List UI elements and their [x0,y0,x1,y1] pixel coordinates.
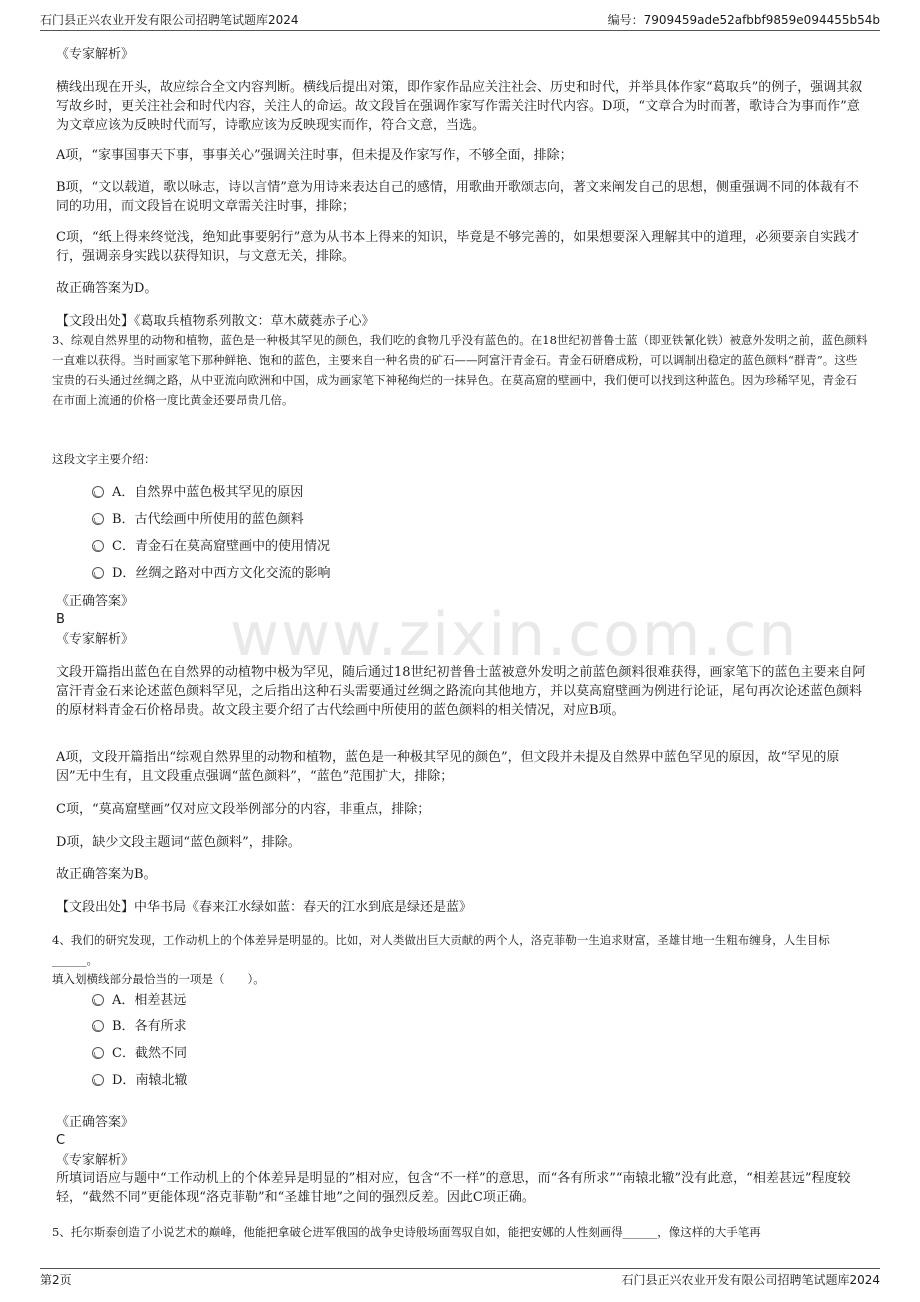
q4-answer-label: 《正确答案》 [56,1115,135,1130]
radio-icon[interactable] [92,1047,104,1059]
radio-icon[interactable] [92,540,104,552]
q3-source: 【文段出处】中华书局《春来江水绿如蓝：春天的江水到底是绿还是蓝》 [56,900,473,915]
page-number: 第2页 [40,1273,72,1287]
radio-icon[interactable] [92,567,104,579]
radio-icon[interactable] [92,486,104,498]
header-doc-id: 编号：7909459ade52afbbf9859e094455b54b [607,13,880,27]
page-header [40,10,880,31]
radio-icon[interactable] [92,1074,104,1086]
q4-stem: 4、我们的研究发现，工作动机上的个体差异是明显的。比如，对人类做出巨大贡献的两个人，洛克菲勒一生追求财富，圣雄甘地一生粗布缠身，人生目标______。 [52,933,830,967]
q3-prompt: 这段文字主要介绍： [52,452,156,466]
q2-analysis-c: C项，“纸上得来终觉浅，绝知此事要躬行”意为从书本上得来的知识，毕竟是不够完善的，如果想要深入理解其中的道理，必须要亲自实践才行，强调亲身实践以获得知识，与文意无关，排除。 [56,230,860,264]
q3-conclusion: 故正确答案为B。 [56,867,157,882]
radio-icon[interactable] [92,1020,104,1032]
page-footer [40,1268,880,1291]
q4-answer: C [56,1133,66,1148]
q2-analysis-main: 横线出现在开头，故应综合全文内容判断。横线后提出对策，即作家作品应关注社会、历史和时代，并举具体作家“葛取兵”的例子，强调其叙写故乡时，更关注社会和时代内容，关注人的命运。故文段旨在强调作家写作需关注时代内容。D项，“文章合为时而著，歌诗合为事而作”意为文章应该为反映时代而写，诗歌应该为反映现实而作，符合文意，当选。 [56,80,863,133]
q3-expert-label: 《专家解析》 [56,632,135,647]
q2-expert-label: 《专家解析》 [56,47,135,62]
q2-conclusion: 故正确答案为D。 [56,281,158,296]
header-title: 石门县正兴农业开发有限公司招聘笔试题库2024 [40,13,299,27]
radio-icon[interactable] [92,513,104,525]
q4-expert-label: 《专家解析》 [56,1153,135,1168]
q2-source: 【文段出处】《葛取兵植物系列散文：草木葳蕤赤子心》 [56,314,375,329]
q3-option-b[interactable]: B．古代绘画中所使用的蓝色颜料 [92,510,304,530]
q4-analysis: 所填词语应与题中“工作动机上的个体差异是明显的”相对应，包含“不一样”的意思，而“各有所求”“南辕北辙”没有此意，“相差甚远”程度较轻，“截然不同”更能体现“洛克菲勒”和“圣雄甘地”之间的强烈反差。因此C项正确。 [56,1171,851,1205]
radio-icon[interactable] [92,994,104,1006]
q3-option-d[interactable]: D．丝绸之路对中西方文化交流的影响 [92,564,330,584]
q4-option-d[interactable]: D．南辕北辙 [92,1071,187,1091]
q3-analysis-d: D项，缺少文段主题词“蓝色颜料”，排除。 [56,835,301,850]
q2-analysis-a: A项，“家事国事天下事，事事关心”强调关注时事，但未提及作家写作，不够全面，排除； [56,148,573,163]
q3-answer-label: 《正确答案》 [56,594,135,609]
q3-stem: 3、综观自然界里的动物和植物，蓝色是一种极其罕见的颜色，我们吃的食物几乎没有蓝色的。在18世纪初普鲁士蓝（即亚铁氰化铁）被意外发明之前，蓝色颜料一直难以获得。当时画家笔下那种鲜艳、饱和的蓝色，主要来自一种名贵的矿石——阿富汗青金石。青金石研磨成粉，可以调制出稳定的蓝色颜料“群青”。这些宝贵的石头通过丝绸之路，从中亚流向欧洲和中国，成为画家笔下神秘绚烂的一抹异色。在莫高窟的壁画中，我们便可以找到这种蓝色。因为珍稀罕见，青金石在市面上流通的价格一度比黄金还要昂贵几倍。 [52,333,868,407]
q3-analysis-main: 文段开篇指出蓝色在自然界的动植物中极为罕见，随后通过18世纪初普鲁士蓝被意外发明之前蓝色颜料很难获得，画家笔下的蓝色主要来自阿富汗青金石来论述蓝色颜料罕见，之后指出这种石头需要通过丝绸之路流向其他地方，并以莫高窟壁画为例进行论证，尾句再次论述蓝色颜料的原材料青金石价格昂贵。故文段主要介绍了古代绘画中所使用的蓝色颜料的相关情况，对应B项。 [56,665,866,718]
watermark: www.zixin.com.cn [230,600,799,670]
footer-title: 石门县正兴农业开发有限公司招聘笔试题库2024 [621,1273,880,1287]
q4-option-c[interactable]: C．截然不同 [92,1044,187,1064]
q3-answer: B [56,612,65,627]
q3-option-c[interactable]: C．青金石在莫高窟壁画中的使用情况 [92,537,330,557]
q4-option-b[interactable]: B．各有所求 [92,1017,187,1037]
q3-analysis-c: C项，“莫高窟壁画”仅对应文段举例部分的内容，非重点，排除； [56,802,431,817]
q3-analysis-a: A项，文段开篇指出“综观自然界里的动物和植物，蓝色是一种极其罕见的颜色”，但文段并未提及自然界中蓝色罕见的原因，故“罕见的原因”无中生有，且文段重点强调“蓝色颜料”，“蓝色”范围扩大，排除； [56,750,840,784]
q2-analysis-b: B项，“文以载道，歌以咏志，诗以言情”意为用诗来表达自己的感情，用歌曲开歌颂志向，著文来阐发自己的思想，侧重强调不同的体裁有不同的功用，而文段旨在说明文章需关注时事，排除； [56,180,859,214]
q4-option-a[interactable]: A．相差甚远 [92,991,186,1011]
q5-stem: 5、托尔斯泰创造了小说艺术的巅峰，他能把拿破仑进军俄国的战争史诗般场面驾驭自如，能把安娜的人性刻画得______，像这样的大手笔再 [52,1225,761,1239]
q3-option-a[interactable]: A．自然界中蓝色极其罕见的原因 [92,483,303,503]
q4-prompt: 填入划横线部分最恰当的一项是（ ）。 [52,972,265,986]
